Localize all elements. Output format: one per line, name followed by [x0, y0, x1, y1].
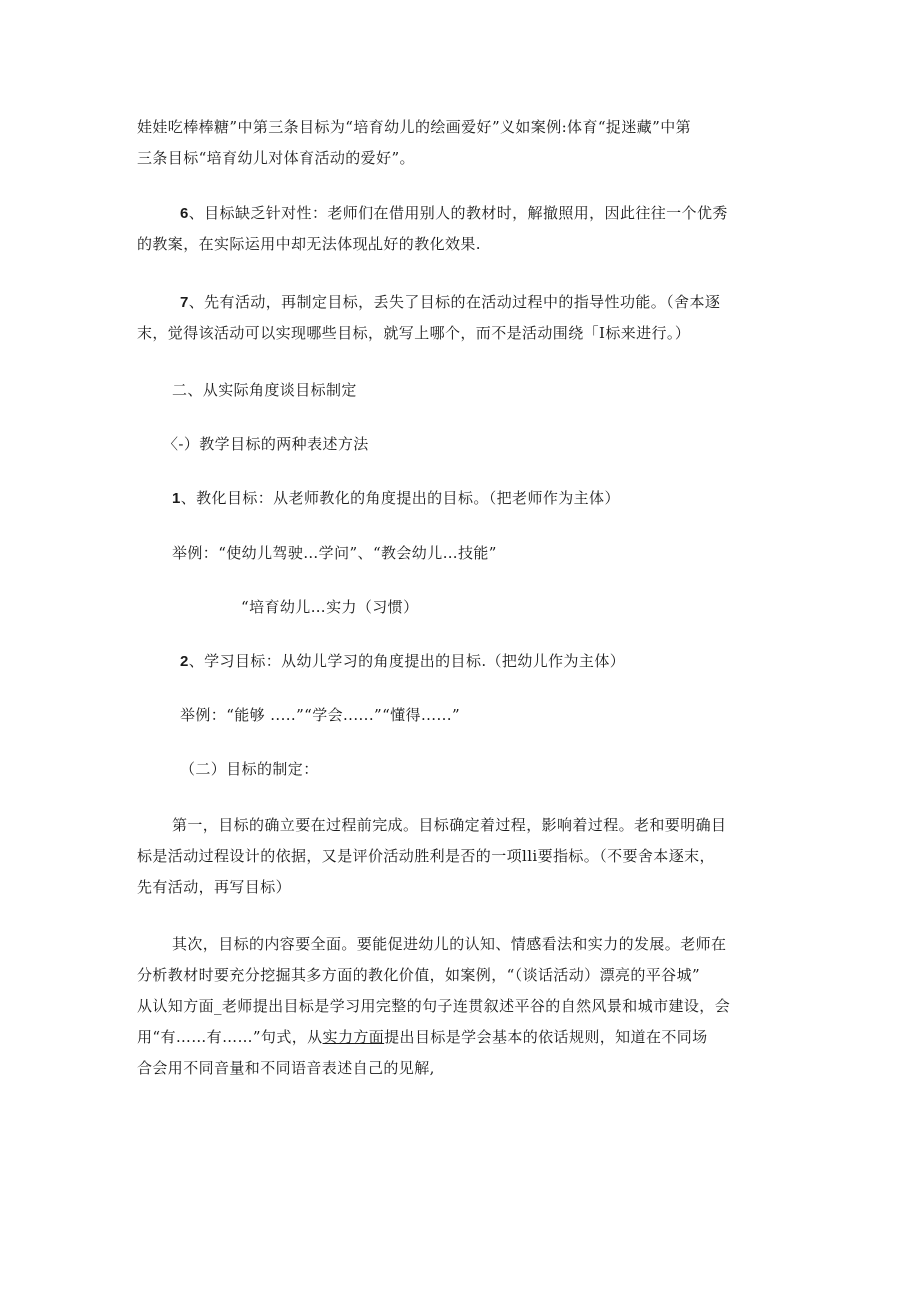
- para-second-line-1: 其次，目标的内容要全面。要能促进幼儿的认知、情感看法和实力的发展。老师在: [172, 935, 727, 953]
- goal-1: [172, 488, 620, 509]
- item-7-number: 7: [180, 294, 189, 311]
- para-first-line-1: 第一，目标的确立要在过程前完成。目标确定着过程，影响着过程。老和要明确目: [172, 816, 727, 834]
- goal-1-text: 、教化目标：从老师教化的角度提出的目标。（把老师作为主体）: [180, 489, 620, 507]
- item-7-line-1: [180, 292, 720, 313]
- para-second-line-5: 合会用不同音量和不同语音表述自己的见解,: [137, 1059, 435, 1077]
- para-second-line-4: [137, 1027, 708, 1047]
- item-6-number: 6: [180, 205, 189, 222]
- para-first-line-2: 标是活动过程设计的依据，又是评价活动胜利是否的一项lli要指标。（不要舍本逐末，: [137, 847, 715, 865]
- example-2: 举例：“能够 .....”“学会......”“懂得......”: [180, 706, 461, 724]
- item-7-line-2: 末，觉得该活动可以实现哪些目标，就写上哪个，而不是活动围绕「I标来进行。）: [137, 324, 691, 342]
- para-second-line-3: 从认知方面_老师提出目标是学习用完整的句子连贯叙述平谷的自然风景和城市建设，会: [137, 997, 731, 1015]
- subsection-2-heading: （二）目标的制定：: [180, 760, 319, 778]
- para-second-line-2: 分析教材时要充分挖掘其多方面的教化价值，如案例，“（谈话活动）漂亮的平谷城”: [137, 966, 701, 984]
- para-second-line-4-end: 提出目标是学会基本的依话规则，知道在不同场: [384, 1028, 708, 1046]
- goal-2: [180, 651, 625, 672]
- item-6-text: 、目标缺乏针对性：老师们在借用别人的教材时，解撤照用，因此往往一个优秀: [188, 204, 728, 222]
- item-7-text: 、先有活动，再制定目标，丢失了目标的在活动过程中的指导性功能。（舍本逐: [188, 293, 721, 311]
- goal-2-number: 2: [180, 653, 189, 670]
- subsection-1-heading: 〈-）教学目标的两种表述方法: [163, 435, 369, 453]
- goal-1-number: 1: [172, 490, 181, 507]
- intro-line-1: 娃娃吃棒棒糖”中第三条目标为“培育幼儿的绘画爱好”义如案例:体育“捉迷藏”中第: [137, 118, 691, 136]
- section-2-heading: 二、从实际角度谈目标制定: [172, 381, 357, 399]
- underlined-phrase: 实力方面: [322, 1028, 385, 1046]
- item-6-line-2: 的教案，在实际运用中却无法体现乩好的教化效果.: [137, 235, 481, 253]
- example-1-line-2: “培育幼儿…实力（习惯）: [241, 598, 419, 616]
- intro-line-2: 三条目标“培育幼儿对体育活动的爱好”。: [137, 149, 415, 167]
- item-6-line-1: [180, 203, 728, 224]
- example-1-line-1: 举例：“使幼儿驾驶…学问”、“教会幼儿…技能”: [172, 544, 497, 562]
- para-second-line-4-start: 用“有……有……”句式，从: [137, 1028, 323, 1046]
- goal-2-text: 、学习目标：从幼儿学习的角度提出的目标.（把幼儿作为主体）: [188, 652, 626, 670]
- para-first-line-3: 先有活动，再写目标）: [137, 878, 292, 896]
